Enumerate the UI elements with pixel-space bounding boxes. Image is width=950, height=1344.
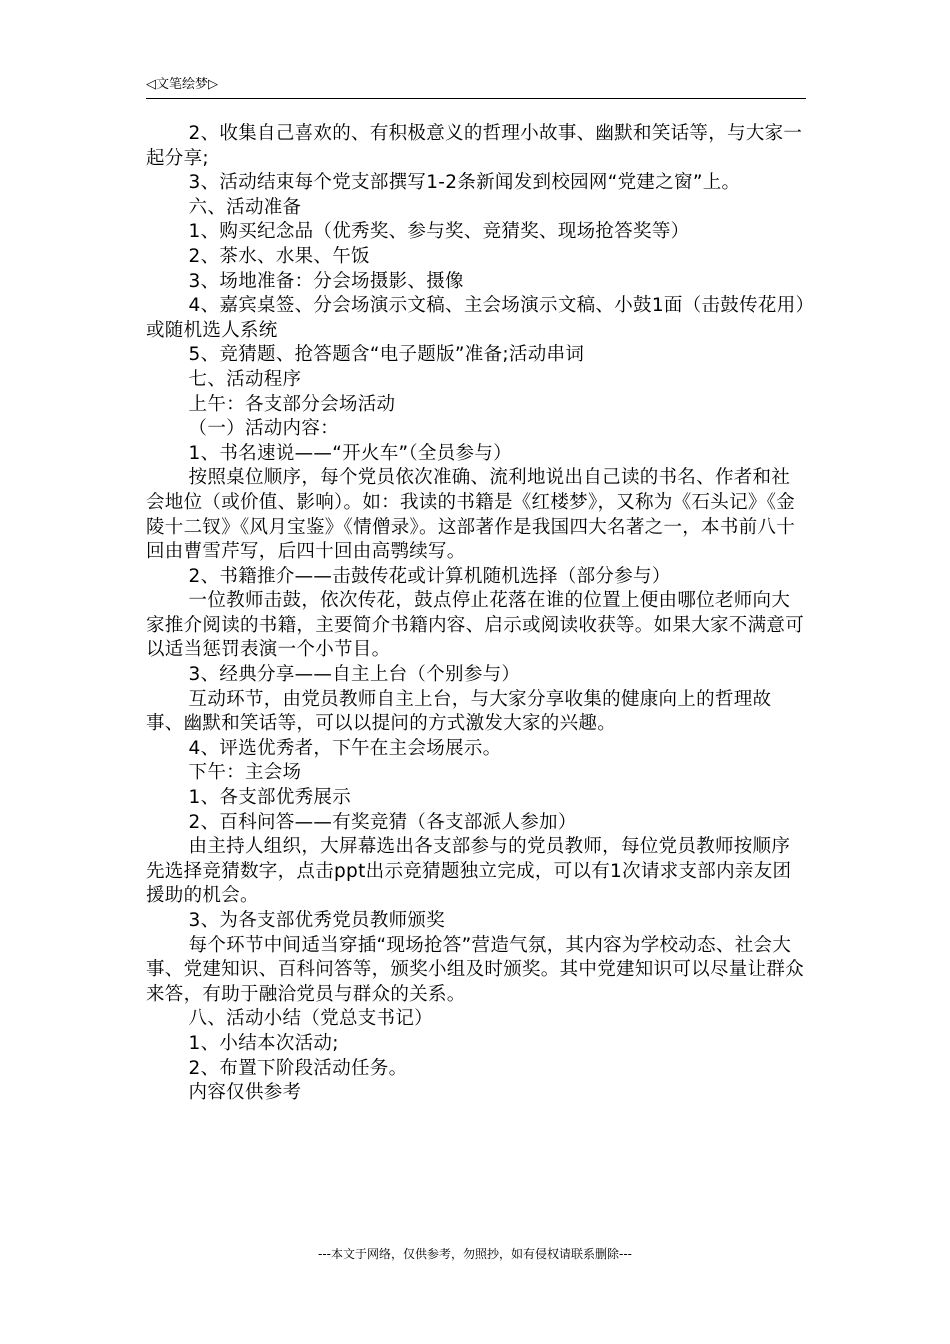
paragraph: 由主持人组织，大屏幕选出各支部参与的党员教师，每位党员教师按顺序先选择竞猜数字，点击ppt出示竞猜题独立完成，可以有1次请求支部内亲友团援助的机会。 xyxy=(146,836,792,907)
list-item: 1、书名速说——“开火车”（全员参与） xyxy=(188,442,512,464)
section-heading: 六、活动准备 xyxy=(188,196,302,218)
paragraph: 内容仅供参考 xyxy=(188,1082,302,1104)
subheading: 上午：各支部分会场活动 xyxy=(188,393,396,415)
list-item: 3、场地准备：分会场摄影、摄像 xyxy=(188,270,464,292)
paragraph: 一位教师击鼓，依次传花，鼓点停止花落在谁的位置上便由哪位老师向大家推介阅读的书籍，主要简介书籍内容、启示或阅读收获等。如果大家不满意可以适当惩罚表演一个小节目。 xyxy=(146,590,805,661)
list-item: 1、各支部优秀展示 xyxy=(188,787,352,809)
header-title: ◁文笔绘梦▷ xyxy=(146,77,218,92)
document-body xyxy=(146,122,806,1106)
list-item: 3、为各支部优秀党员教师颁奖 xyxy=(188,910,446,931)
paragraph: 每个环节中间适当穿插“现场抢答”营造气氛，其内容为学校动态、社会大事、党建知识、百科问答等，颁奖小组及时颁奖。其中党建知识可以尽量让群众来答，有助于融洽党员与群众的关系。 xyxy=(146,934,805,1005)
paragraph: 2、收集自己喜欢的、有积极意义的哲理小故事、幽默和笑话等，与大家一起分享; xyxy=(146,123,803,169)
paragraph: 按照桌位顺序，每个党员依次准确、流利地说出自己读的书名、作者和社会地位（或价值、影响）。如：我读的书籍是《红楼梦》，又称为《石头记》《金陵十二钗》《风月宝鉴》《情僧录》。这部著作是我国四大名著之一，本书前八十回由曹雪芹写，后四十回由高鹗续写。 xyxy=(146,467,796,563)
list-item: 2、书籍推介——击鼓传花或计算机随机选择（部分参与） xyxy=(188,565,671,587)
section-heading: 八、活动小结（党总支书记） xyxy=(188,1008,433,1030)
list-item: 3、经典分享——自主上台（个别参与） xyxy=(188,664,521,686)
list-item: 5、竞猜题、抢答题含“电子题版”准备;活动串词 xyxy=(188,344,585,366)
subheading: （一）活动内容： xyxy=(188,418,339,440)
paragraph: 3、活动结束每个党支部撰写1-2条新闻发到校园网“党建之窗”上。 xyxy=(188,172,741,194)
list-item: 2、茶水、水果、午饭 xyxy=(188,245,370,267)
list-item: 1、小结本次活动; xyxy=(188,1032,339,1054)
list-item: 4、嘉宾桌签、分会场演示文稿、主会场演示文稿、小鼓1面（击鼓传花用）或随机选人系统 xyxy=(146,295,806,341)
section-heading: 七、活动程序 xyxy=(188,368,302,390)
subheading: 下午：主会场 xyxy=(188,762,302,784)
page-header xyxy=(146,74,806,99)
paragraph: 互动环节，由党员教师自主上台，与大家分享收集的健康向上的哲理故事、幽默和笑话等，可以以提问的方式激发大家的兴趣。 xyxy=(146,688,772,735)
page-footer xyxy=(0,1246,950,1262)
list-item: 1、购买纪念品（优秀奖、参与奖、竞猜奖、现场抢答奖等） xyxy=(188,221,690,243)
list-item: 2、百科问答——有奖竞猜（各支部派人参加） xyxy=(188,811,577,833)
list-item: 2、布置下阶段活动任务。 xyxy=(188,1057,408,1079)
list-item: 4、评选优秀者，下午在主会场展示。 xyxy=(188,737,502,759)
footer-disclaimer: ---本文于网络，仅供参考，勿照抄，如有侵权请联系删除--- xyxy=(318,1247,632,1261)
